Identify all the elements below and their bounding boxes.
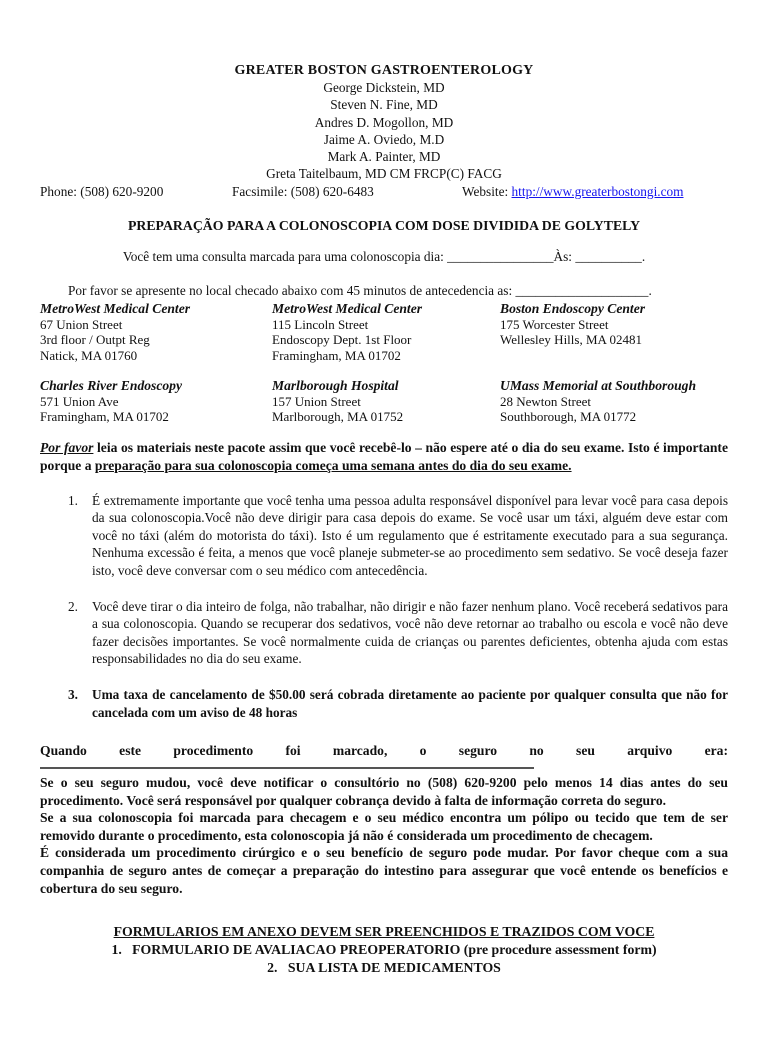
location-address-line: Endoscopy Dept. 1st Floor — [272, 332, 412, 348]
location-name: MetroWest Medical Center — [272, 301, 423, 317]
doctor-name: Steven N. Fine, MD — [330, 97, 438, 113]
location-address-line: Southborough, MA 01772 — [500, 409, 637, 425]
phone-number: Phone: (508) 620-9200 — [40, 183, 164, 199]
item-number: 3. — [68, 686, 78, 702]
doctor-name: Mark A. Painter, MD — [327, 149, 441, 165]
location-card — [500, 301, 728, 363]
locations-row-1 — [40, 301, 728, 363]
location-card — [40, 378, 272, 425]
clinic-name: GREATER BOSTON GASTROENTEROLOGY — [234, 63, 534, 78]
location-address-line: Framingham, MA 01702 — [40, 409, 169, 425]
warning-body: leia os materiais neste pacote assim que você recebê-lo – não espere até o dia do seu exame. Isto é importante porque a — [40, 439, 728, 473]
instruction-item — [40, 598, 728, 668]
insurance-paragraph: É considerada um procedimento cirúrgico e o seu benefício de seguro pode mudar. Por favor cheque com a sua companhia de seguro antes de começar a preparação do intestino para assegurar que você entende os benefícios e cobertura do seu seguro. — [40, 845, 728, 896]
location-name: Charles River Endoscopy — [40, 377, 182, 393]
item-number: 2. — [68, 598, 78, 614]
forms-item: 1. FORMULARIO DE AVALIACAO PREOPERATORIO (pre procedure assessment form) — [111, 942, 657, 958]
location-address-line: 157 Union Street — [272, 393, 361, 409]
item-number: 1. — [68, 492, 78, 508]
item-text: Uma taxa de cancelamento de $50.00 será cobrada diretamente ao paciente por qualquer consulta que não for cancelada com um aviso de 48 horas — [92, 686, 728, 720]
location-card — [40, 301, 272, 363]
doctor-name: Andres D. Mogollon, MD — [314, 114, 454, 130]
location-address-line: Framingham, MA 01702 — [272, 347, 401, 363]
location-address-line: 67 Union Street — [40, 317, 123, 333]
location-card — [272, 378, 500, 425]
insurance-question-line: Quando este procedimento foi marcado, o seguro no seu arquivo era: — [40, 743, 728, 759]
insurance-blank-line — [40, 767, 534, 769]
insurance-paragraph: Se o seu seguro mudou, você deve notificar o consultório no (508) 620-9200 pelo menos 14 dias antes do seu procedimento. Você será responsável por qualquer cobrança devido à falta de informação correta do seguro. — [40, 775, 728, 808]
insurance-paragraph: Se a sua colonoscopia foi marcada para checagem e o seu médico encontra um pólipo ou tecido que tem de ser removido durante o procedimento, esta colonoscopia já não é considerada um procedimento de checagem. — [40, 810, 728, 843]
website-line — [462, 183, 728, 200]
document-content — [40, 62, 728, 977]
appointment-date-line: Você tem uma consulta marcada para uma colonoscopia dia: ________________Às: __________. — [122, 249, 646, 265]
location-address-line: 175 Worcester Street — [500, 317, 609, 333]
location-card — [500, 378, 728, 425]
item-text: É extremamente importante que você tenha uma pessoa adulta responsável disponível para levar você para casa depois da sua colonoscopia.Você não deve dirigir para casa depois do exame. Se você usar um táxi, alguém deve estar com você no táxi (além do motorista do táxi). Isto é um regulamento que é estritamente executado para a sua segurança. Nenhuma excessão é feita, a menos que você planeje submeter-se ao procedimento sem sedativo. Se você deseja fazer isto, você deve conversar com o seu médico com antecedência. — [92, 492, 728, 578]
item-text: Você deve tirar o dia inteiro de folga, não trabalhar, não dirigir e não fazer nenhum plano. Você receberá sedativos para a sua colonoscopia. Quando se recuperar dos sedativos, você não deve retornar ao trabalho ou escola e você não deve fazer decisões importantes. Se você normalmente cuida de crianças ou parentes deficientes, obtenha ajuda com estas responsabilidades no dia do seu exame. — [92, 598, 728, 667]
warning-underlined: preparação para sua colonoscopia começa uma semana antes do dia do seu exame. — [94, 457, 572, 473]
location-card — [272, 301, 500, 363]
website-link[interactable]: http://www.greaterbostongi.com — [511, 183, 684, 199]
document-title: PREPARAÇÃO PARA A COLONOSCOPIA COM DOSE DIVIDIDA DE GOLYTELY — [127, 218, 641, 234]
instruction-item-cancellation-fee — [40, 686, 728, 721]
doctor-name: George Dickstein, MD — [323, 80, 445, 95]
fax-number: Facsimile: (508) 620-6483 — [232, 183, 374, 199]
location-address-line: 115 Lincoln Street — [272, 317, 369, 333]
location-name: MetroWest Medical Center — [40, 301, 191, 317]
contact-row — [40, 183, 728, 200]
location-address-line: Wellesley Hills, MA 02481 — [500, 332, 642, 348]
website-label: Website: — [462, 183, 512, 199]
location-address-line: Marlborough, MA 01752 — [272, 409, 404, 425]
location-address-line: 571 Union Ave — [40, 393, 119, 409]
document-page — [0, 62, 768, 1056]
location-address-line: 3rd floor / Outpt Reg — [40, 332, 150, 348]
instruction-item — [40, 492, 728, 580]
warning-lead: Por favor — [40, 439, 94, 455]
doctor-name: Jaime A. Oviedo, M.D — [323, 131, 445, 147]
locations-row-2 — [40, 378, 728, 425]
location-name: Boston Endoscopy Center — [500, 301, 646, 317]
location-address-line: Natick, MA 01760 — [40, 347, 138, 363]
location-address-line: 28 Newton Street — [500, 393, 591, 409]
instructions-list — [40, 492, 728, 722]
forms-heading: FORMULARIOS EM ANEXO DEVEM SER PREENCHIDOS E TRAZIDOS COM VOCE — [113, 924, 655, 940]
attached-forms-section — [40, 923, 728, 977]
read-materials-warning — [40, 439, 728, 475]
forms-item: 2. SUA LISTA DE MEDICAMENTOS — [267, 960, 501, 976]
location-name: UMass Memorial at Southborough — [500, 377, 697, 393]
location-name: Marlborough Hospital — [272, 377, 399, 393]
arrival-instruction-line: Por favor se apresente no local checado abaixo com 45 minutos de antecedencia as: ____________________. — [68, 283, 652, 299]
doctor-name: Greta Taitelbaum, MD CM FRCP(C) FACG — [266, 166, 502, 182]
